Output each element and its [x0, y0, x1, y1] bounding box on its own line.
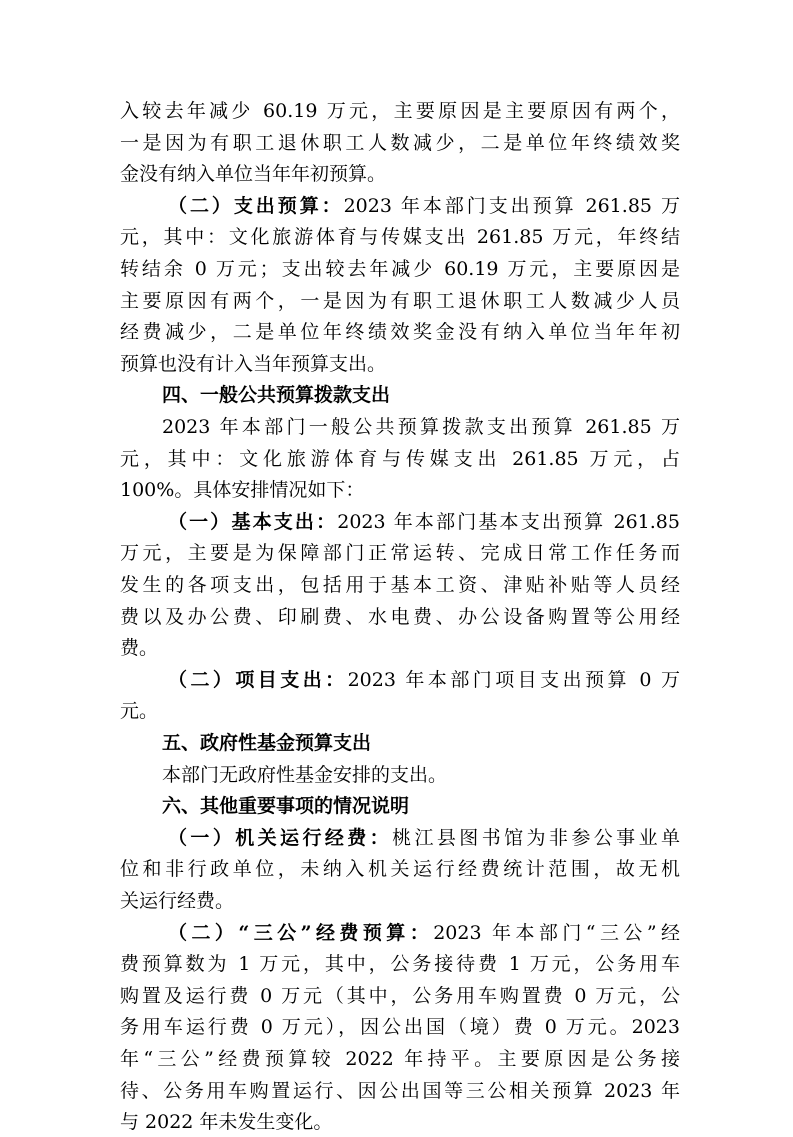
- section-heading: 六、其他重要事项的情况说明: [162, 795, 410, 817]
- paragraph-line: 元，其中：文化旅游体育与传媒支出 261.85 万元，年终结: [120, 226, 680, 248]
- section-heading: 四、一般公共预算拨款支出: [162, 384, 391, 406]
- paragraph-first-line: [168, 665, 680, 695]
- paragraph-text: 2023 年本部门支出预算 261.85 万: [343, 195, 680, 217]
- paragraph-first-line: 2023 年本部门一般公共预算拨款支出预算 261.85 万: [162, 416, 680, 438]
- paragraph-first-line: [168, 823, 680, 853]
- paragraph-line: 待、公务用车购置运行、因公出国等三公相关预算 2023 年: [120, 1080, 680, 1102]
- paragraph-line: 100%。具体安排情况如下：: [120, 479, 365, 501]
- paragraph-line: 与 2022 年未发生变化。: [120, 1111, 333, 1133]
- paragraph-text: 2023 年本部门项目支出预算 0 万: [347, 669, 680, 691]
- paragraph-line: 万元，主要是为保障部门正常运转、完成日常工作任务而: [120, 542, 680, 564]
- paragraph-line: 元，其中：文化旅游体育与传媒支出 261.85 万元，占: [120, 448, 680, 470]
- paragraph-first-line: 本部门无政府性基金安排的支出。: [162, 764, 448, 786]
- paragraph-line: 费。: [120, 637, 159, 659]
- paragraph-text: 2023 年本部门基本支出预算 261.85: [337, 511, 680, 533]
- paragraph-first-line: [168, 191, 680, 221]
- paragraph-line: 关运行经费。: [120, 890, 235, 912]
- section-heading: 五、政府性基金预算支出: [162, 732, 372, 754]
- paragraph-first-line: [168, 507, 680, 537]
- paragraph-line: 经费减少，二是单位年终绩效奖金没有纳入单位当年年初: [120, 321, 680, 343]
- paragraph-line: 购置及运行费 0 万元（其中，公务用车购置费 0 万元，公: [120, 985, 680, 1007]
- paragraph-line: 务用车运行费 0 万元），因公出国（境）费 0 万元。2023: [120, 1016, 680, 1038]
- paragraph-line: 费以及办公费、印刷费、水电费、办公设备购置等公用经: [120, 606, 680, 628]
- paragraph-line: 入较去年减少 60.19 万元，主要原因是主要原因有两个，: [120, 100, 680, 122]
- section-lead: （二）“三公”经费预算：: [168, 922, 434, 944]
- section-lead: （二）支出预算：: [168, 195, 344, 217]
- paragraph-text: 桃江县图书馆为非参公事业单: [392, 827, 680, 849]
- paragraph-text: 2023 年本部门“三公”经: [433, 922, 680, 944]
- section-lead: （一）基本支出：: [168, 511, 338, 533]
- paragraph-line: 年“三公”经费预算较 2022 年持平。主要原因是公务接: [120, 1048, 680, 1070]
- paragraph-line: 一是因为有职工退休职工人数减少，二是单位年终绩效奖: [120, 132, 680, 154]
- section-lead: （二）项目支出：: [168, 669, 348, 691]
- paragraph-line: 预算也没有计入当年预算支出。: [120, 353, 387, 375]
- paragraph-line: 元。: [120, 700, 159, 722]
- paragraph-line: 主要原因有两个，一是因为有职工退休职工人数减少人员: [120, 290, 680, 312]
- paragraph-first-line: [168, 918, 680, 948]
- paragraph-line: 发生的各项支出，包括用于基本工资、津贴补贴等人员经: [120, 574, 680, 596]
- section-lead: （一）机关运行经费：: [168, 827, 393, 849]
- paragraph-line: 位和非行政单位，未纳入机关运行经费统计范围，故无机: [120, 858, 680, 880]
- paragraph-line: 转结余 0 万元；支出较去年减少 60.19 万元，主要原因是: [120, 258, 680, 280]
- paragraph-line: 费预算数为 1 万元，其中，公务接待费 1 万元，公务用车: [120, 953, 680, 975]
- paragraph-line: 金没有纳入单位当年年初预算。: [120, 163, 387, 185]
